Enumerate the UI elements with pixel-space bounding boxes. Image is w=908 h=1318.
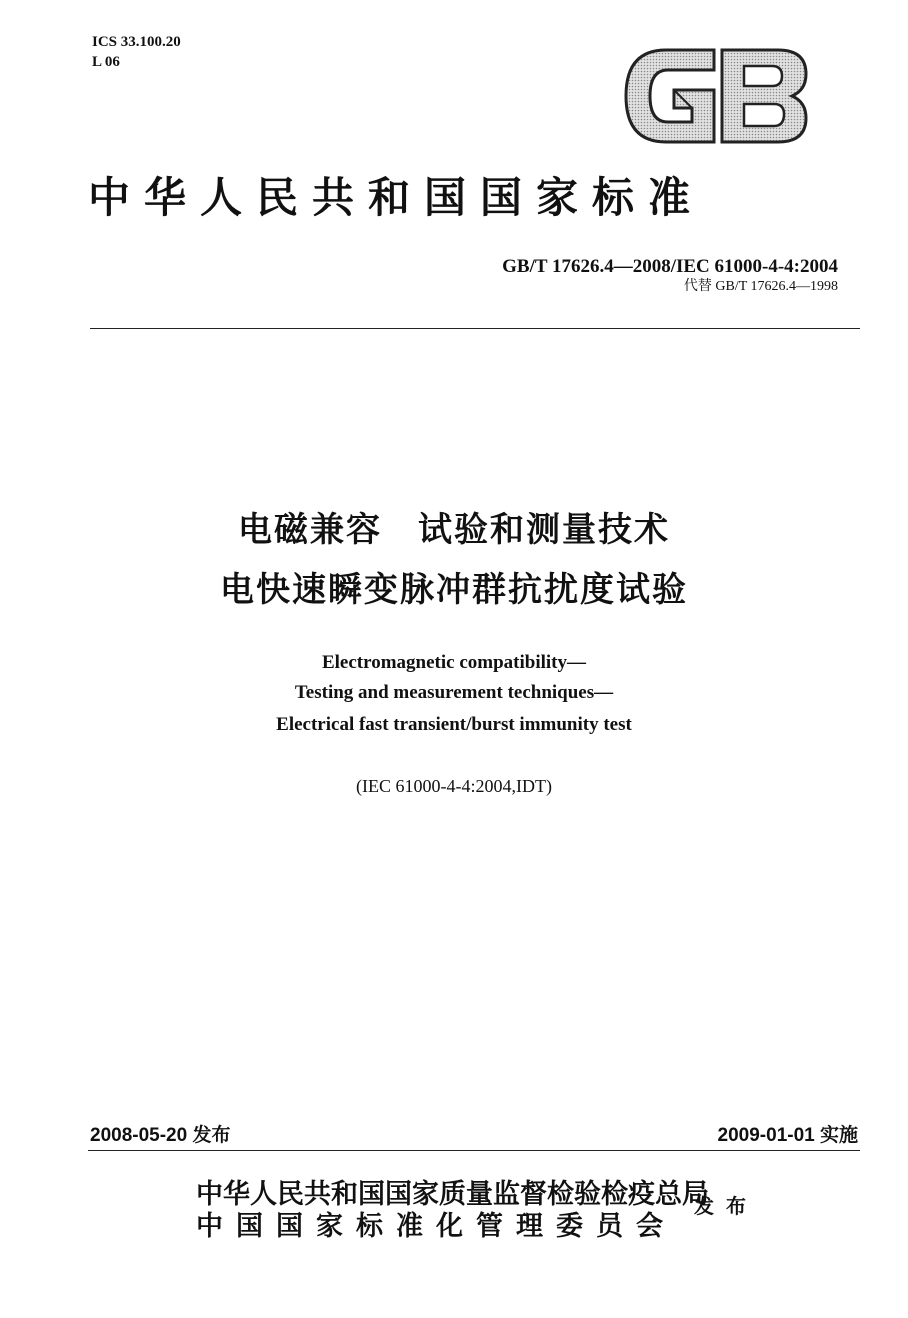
header-divider (90, 328, 860, 329)
issuer-line-2: 中国国家标准化管理委员会 (196, 1211, 676, 1242)
standard-number: GB/T 17626.4—2008/IEC 61000-4-4:2004 (502, 256, 838, 277)
issuer-line-1: 中华人民共和国国家质量监督检验检疫总局 (196, 1179, 709, 1210)
chinese-title-line-1: 电磁兼容 试验和测量技术 (238, 510, 670, 550)
publish-label: 发布 (694, 1194, 758, 1218)
ics-code: ICS 33.100.20 (92, 34, 181, 50)
implementation-date: 2009-01-01 实施 (717, 1125, 858, 1146)
equivalence-note: (IEC 61000-4-4:2004,IDT) (356, 776, 552, 796)
english-title-line-1: Electromagnetic compatibility— (321, 652, 586, 673)
footer-divider (88, 1150, 860, 1151)
classification-code: L 06 (92, 54, 120, 70)
english-title-line-3: Electrical fast transient/burst immunity test (276, 714, 632, 735)
chinese-title-line-2: 电快速瞬变脉冲群抗扰度试验 (220, 570, 688, 610)
english-title-line-2: Testing and measurement techniques— (294, 682, 614, 703)
replaces-standard: 代替 GB/T 17626.4—1998 (683, 279, 838, 294)
gb-logo (622, 46, 810, 146)
standard-title: 中华人民共和国国家标准 (88, 173, 705, 222)
issue-date: 2008-05-20 发布 (90, 1125, 231, 1146)
